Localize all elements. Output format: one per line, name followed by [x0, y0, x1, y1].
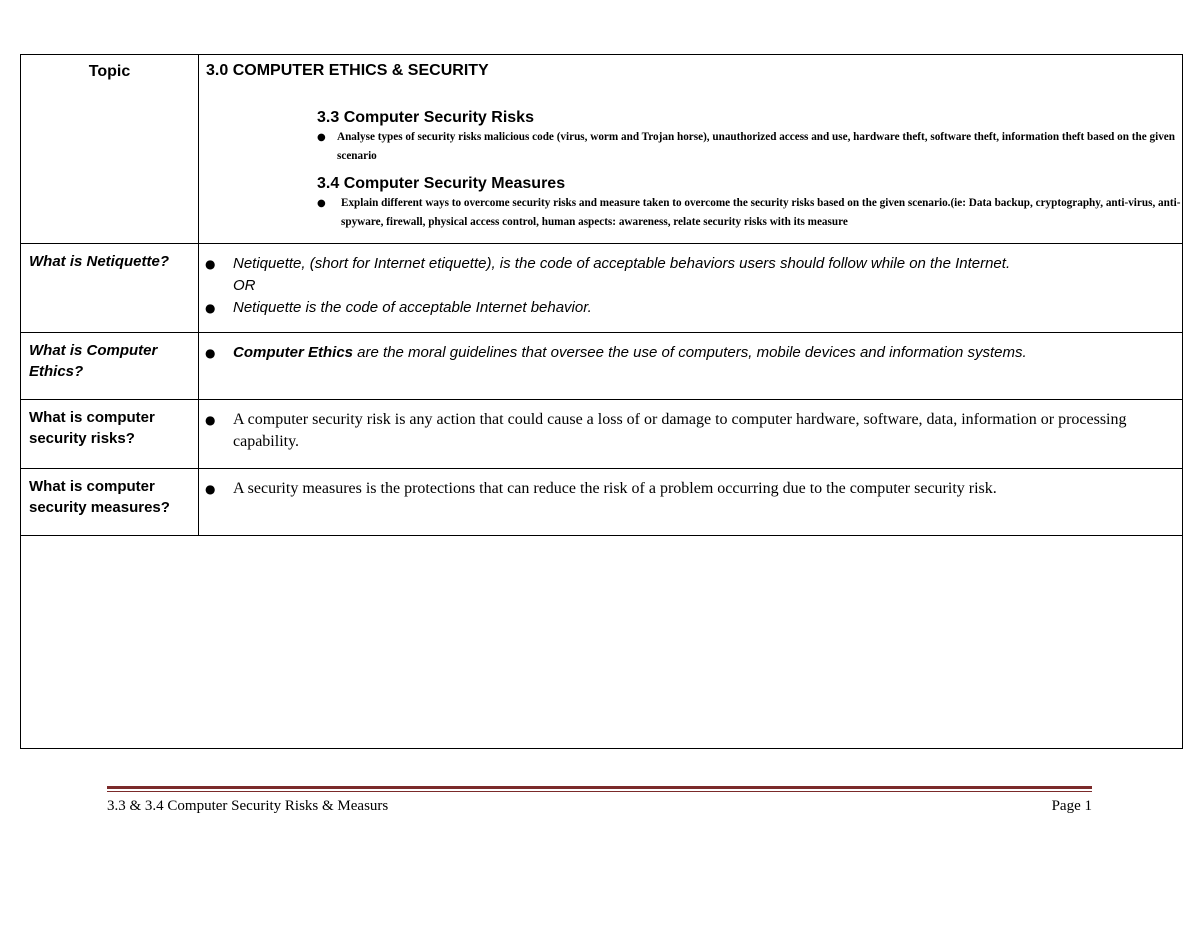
subtopic-heading-3-4: 3.4 Computer Security Measures [317, 175, 566, 192]
ethics-label: What is Computer Ethics? [29, 342, 158, 380]
footer-rule-thick [107, 786, 1092, 789]
subtopic-heading-3-3: 3.3 Computer Security Risks [317, 109, 534, 126]
netiquette-definition-1: ● Netiquette, (short for Internet etiquette), is the code of acceptable behaviors users should follow while on the Internet. [205, 253, 1182, 275]
empty-row [21, 536, 1183, 749]
bullet-icon: ● [205, 301, 216, 315]
ethics-definition [205, 342, 1182, 364]
subtopic-bullet-text: Explain different ways to overcome security risks and measure taken to overcome the security risks based on the given scenario.(ie: Data backup, cryptography, anti-virus, anti-spyware, firewall, physical access control, human aspects: awareness, relate security risks with its measure [341, 197, 1181, 228]
subtopic-bullet-text: Analyse types of security risks malicious code (virus, worm and Trojan horse), unauthorized access and use, hardware theft, software theft, information theft based on the given scenario [337, 131, 1175, 162]
bullet-icon: ● [317, 132, 326, 143]
measures-row [21, 469, 1183, 536]
page-number: Page 1 [1051, 798, 1092, 814]
bullet-icon: ● [317, 198, 326, 209]
netiquette-or: OR [233, 277, 256, 294]
netiquette-row [21, 244, 1183, 333]
topic-content-cell [199, 55, 1183, 244]
empty-cell [21, 536, 1183, 749]
risks-label: What is computer security risks? [29, 409, 155, 447]
topic-label: Topic [88, 63, 131, 80]
footer-rule-thin [107, 791, 1092, 792]
measures-definition: ● A security measures is the protections that can reduce the risk of a problem occurring due to the computer security risk. [205, 478, 1182, 500]
bullet-icon: ● [205, 346, 216, 360]
measures-label-cell [21, 469, 199, 536]
netiquette-content-cell [199, 244, 1183, 333]
subtopic-bullet-3-4 [317, 194, 1183, 232]
ethics-label-cell [21, 333, 199, 400]
risks-definition: ● A computer security risk is any action that could cause a loss of or damage to computer hardware, software, data, information or processing capability. [205, 411, 1127, 450]
risks-row [21, 400, 1183, 469]
measures-content-cell [199, 469, 1183, 536]
measures-label: What is computer security measures? [29, 478, 170, 516]
bullet-icon: ● [205, 482, 216, 496]
netiquette-label: What is Netiquette? [29, 253, 170, 270]
netiquette-label-cell [21, 244, 199, 333]
ethics-row [21, 333, 1183, 400]
risks-content-cell [199, 400, 1183, 469]
subtopic-bullet-3-3 [317, 128, 1182, 166]
ethics-term: Computer Ethics [233, 344, 354, 361]
bullet-icon: ● [205, 413, 216, 427]
topic-label-cell [21, 55, 199, 244]
footer-title: 3.3 & 3.4 Computer Security Risks & Measurs [107, 798, 389, 814]
risks-label-cell [21, 400, 199, 469]
bullet-icon: ● [205, 257, 216, 271]
notes-table [20, 54, 1183, 749]
ethics-content-cell [199, 333, 1183, 400]
netiquette-definition-2: ● Netiquette is the code of acceptable Internet behavior. [205, 297, 1182, 319]
topic-row [21, 55, 1183, 244]
topic-title: 3.0 COMPUTER ETHICS & SECURITY [206, 62, 489, 79]
ethics-definition-text: are the moral guidelines that oversee the use of computers, mobile devices and information systems. [353, 344, 1027, 361]
